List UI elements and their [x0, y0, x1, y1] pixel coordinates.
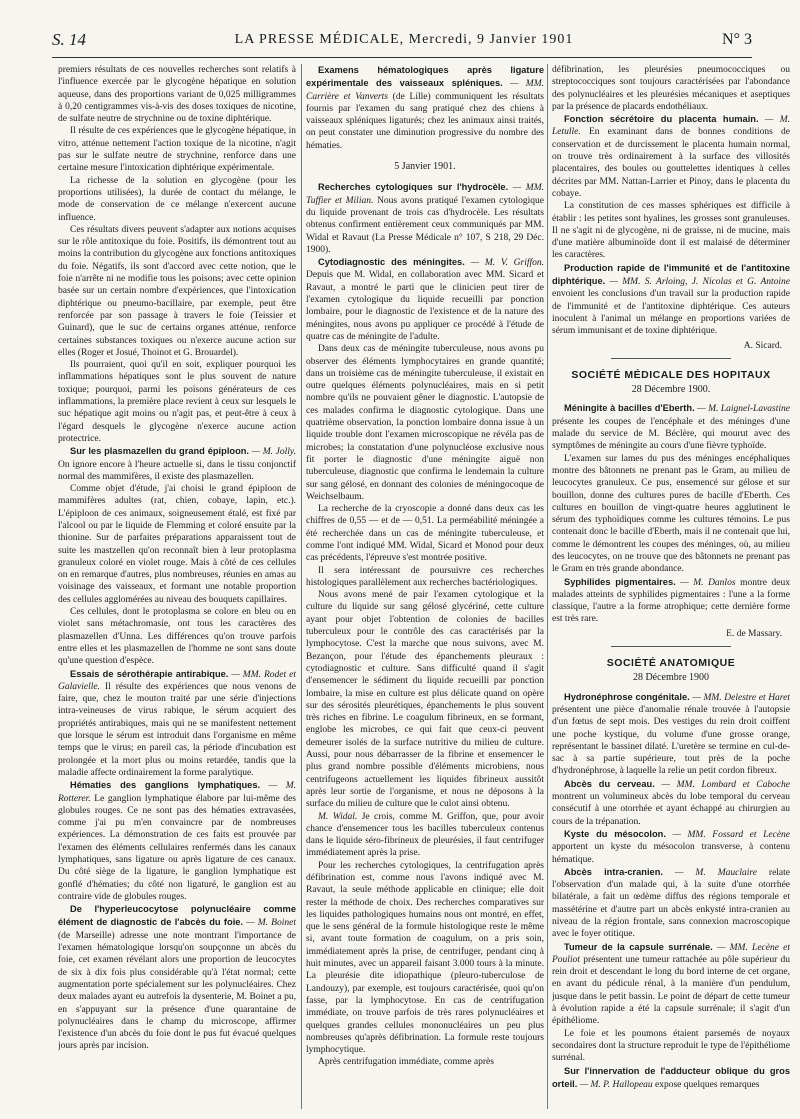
article-text: Il résulte des expériences que nous venons de faire, que, chez le mouton traité par une série d'injections intra-veineuses de virus rabique, le sérum acquiert des propriétés antirabiques, mais qui ne se manifestent nettement que lorsque le sérum est introduit dans l'organisme en même temps que le virus; en pareil cas, la période d'incubation est prolongée et la mort plus ou moins retardée, tandis que la maladie affecte ordinairement la forme paralytique.: [58, 681, 296, 778]
article-text: apportent un kyste du mésocolon transverse, à contenu hématique.: [552, 842, 790, 865]
society-heading: SOCIÉTÉ MÉDICALE DES HOPITAUX: [571, 368, 771, 381]
article-text: montrent un volumineux abcès du lobe temporal du cerveau consécutif à une otorrhée et ayant échappé au chirurgien au cours de la trépanation.: [552, 792, 790, 827]
article-author: — MM. Fossard et Lecène: [672, 829, 790, 840]
article-entry: [306, 811, 544, 860]
article-author: — M. P. Hallopeau: [579, 1079, 653, 1090]
society-date: 28 Décembre 1900: [632, 672, 710, 684]
article-title: Abcès intra-cranien.: [564, 866, 663, 877]
article-title: Hématies des ganglions lymphatiques.: [70, 780, 261, 791]
article-entry: [306, 181, 544, 256]
article-title: Sur l'innervation de l'adducteur oblique du gros orteil.: [552, 1065, 790, 1089]
article-author: — MM. S. Arloing, J. Nicolas et G. Antoine: [609, 277, 790, 288]
paragraph: défibrination, les pleurésies pneumococciques ou streptococciques sont toujours caractérisées par l'abondance des polynucléaires et les pleurésies mécaniques et aseptiques par la présence de placards endothéliaux.: [552, 65, 790, 112]
column-3: [552, 64, 790, 1110]
paragraph: Ces résultats divers peuvent s'adapter aux notions acquises sur le rôle antitoxique du foie. Positifs, ils démontrent tout au moins la contribution du glycogène aux fonctions antitoxiques du foie. Négatifs, ils sont d'accord avec cette notion, que le foie n'arrête ni ne modifie tous les poisons; avec cette opinion basée sur un certain nombre d'expériences, que l'intoxication diphtérique ou pneumo-bacillaire, par exemple, peut être renforcée par son passage à travers le foie (Teissier et Guinard), que le suc de certains organes atténue, renforce certaines substances toxiques ou n'exerce aucune action sur elles (Roger et Josué, Thoinot et G. Brouardel).: [58, 224, 296, 358]
article-author: — M. Jolly.: [251, 447, 296, 458]
article-title: Examens hématologiques après ligature expérimentale des vaisseaux spléniques.: [306, 65, 544, 89]
article-author: — M. Letulle.: [552, 115, 790, 138]
column-divider: [301, 64, 302, 1109]
article-text: (de Lille) communiquent les résultats fournis par l'examen du sang pratiqué chez des chiens à vaisseaux spléniques ligaturés; chez les animaux ainsi traités, on peut constater une diminution progressive du nombre des hématies.: [306, 91, 544, 151]
article-entry: [552, 402, 790, 452]
article-title: Sur les plasmazellen du grand épiploon.: [70, 446, 250, 457]
article-entry: [58, 903, 296, 1053]
issue-number: N° 3: [722, 31, 752, 48]
article-author: — MM. Lombard et Caboche: [661, 779, 790, 790]
section-separator: [611, 646, 731, 647]
article-title: Essais de sérothérapie antirabique.: [70, 668, 229, 679]
paragraph: L'examen sur lames du pus des méninges encéphaliques montre des bâtonnets ne prenant pas le Gram, au milieu de leucocytes granuleux. Ce pus, ensemencé sur gélose et sur bouillon, donne des cultures pures de bacille d'Eberth. Ces cultures en bouillon de vingt-quatre heures agglutinent le sérum des typhoïdiques comme les cultures témoins. Le pus contenait donc le bacille d'Eberth, mais il ne contenait que lui, comme le démontrent les coupes des méninges, où, au milieu des leucocytes, on ne trouve que des bâtonnets ne prenant pas le Gram en très grande abondance.: [552, 453, 790, 575]
article-text: relate l'observation d'un malade qui, à la suite d'une otorrhée bilatérale, a fait un œdème diffus des régions temporale et massétérine et d'autre part un abcès enkysté intra-cranien au niveau de la région frontale, sans connexion macroscopique avec le foyer otitique.: [552, 867, 790, 940]
column-1: [58, 64, 296, 1110]
column-divider: [547, 64, 548, 1109]
article-author: — M. Danlos: [680, 577, 736, 588]
article-title: Recherches cytologiques sur l'hydrocèle.: [318, 182, 509, 193]
article-text: Depuis que M. Widal, en collaboration avec MM. Sicard et Ravaut, a montré le parti que le clinicien peut tirer de l'examen cytologique du liquide recueilli par ponction lombaire, pour le diagnostic de l'existence et de la nature des méningites, nous avons pu appliquer ce procédé à l'étude de quatre cas de méningite de l'adulte.: [306, 270, 544, 342]
article-text: Je crois, comme M. Griffon, que, pour avoir chance d'ensemencer tous les bacilles tuberculeux contenus dans le liquide séro-fibrineux de pleurésies, il faut centrifuger immédiatement après la prise.: [306, 811, 544, 859]
article-entry: [552, 691, 790, 778]
article-author: — MM. Delestre et Haret: [692, 692, 790, 703]
article-text: Le ganglion lymphatique élabore par lui-même des globules rouges. Ce ne sont pas des hématies extravasées, comme j'ai pu m'en convaincre par de nombreuses expériences. La démonstration de ces faits est prouvée par l'examen des éléments cellulaires renfermés dans les canaux lymphatiques, sans ligature ou après ligature de ces canaux. Du côté siège de la ligature, le ganglion lymphatique est gonflé d'hématies; du côté non ligaturé, le ganglion est au contraire vide de globules rouges.: [58, 793, 296, 902]
society-date: 28 Décembre 1900.: [631, 384, 711, 396]
society-heading: SOCIÉTÉ ANATOMIQUE: [606, 657, 736, 670]
article-author: — MM. Tuffier et Milian.: [306, 183, 544, 206]
paragraph: Dans deux cas de méningite tuberculeuse, nous avons pu observer des éléments lymphocytaires en grande quantité; dans un troisième cas de méningite tuberculeuse, il existait en outre quelques éléments polynucléaires, mais en si petit nombre qu'ils ne pouvaient gêner le diagnostic. L'autopsie de ces malades confirma le diagnostic cytologique. Dans une quatrième observation, la ponction lombaire donna issue à un liquide trouble dont l'examen microscopique ne révéla pas de microbes; la constatation d'une polynucléose exclusive nous fit porter le diagnostic d'une méningite aiguë non tuberculeuse, diagnostic que confirma le lendemain la culture sur sang gélosé, en donnant des colonies de méningocoque de Weichselbaum.: [306, 344, 544, 502]
article-entry: [306, 256, 544, 343]
article-author: — M. Mauclaire: [674, 867, 757, 878]
article-text: On ignore encore à l'heure actuelle si, dans le tissu conjonctif normal des mammifères, il existe des plasmazellen.: [58, 459, 296, 482]
page-number: S. 14: [52, 30, 86, 49]
article-author: — MM. Carrière et Vanverts: [306, 79, 544, 102]
article-author: — M. V. Griffon.: [470, 258, 544, 269]
column-2: [306, 64, 544, 1110]
paragraph: Le foie et les poumons étaient parsemés de noyaux secondaires dont la structure reproduit le type de l'épithéliome surrénal.: [552, 1028, 790, 1064]
paragraph: La constitution de ces masses sphériques est difficile à établir : les petites sont hyalines, les grosses sont granuleuses. Il ne s'agit ni de glycogène, ni de graisse, ni de mucine, mais d'une matière albuminoïde dont il est malaisé de déterminer les caractères.: [552, 201, 790, 261]
article-text: envoient les conclusions d'un travail sur la production rapide de l'immunité et de l'antitoxine diphtérique. Ces auteurs inoculent à l'animal un mélange en proportions variées de sérum immunisant et de toxine diphtérique.: [552, 289, 790, 337]
article-entry: [552, 113, 790, 200]
article-entry: [552, 828, 790, 866]
signature: A. Sicard.: [743, 340, 782, 351]
paragraph: Ils pourraient, quoi qu'il en soit, expliquer pourquoi les inflammations hépatiques sont le plus souvent de nature toxique; pourquoi, parmi les poisons générateurs de ces inflammations, la première place revient à ceux sur lesquels le suc hépatique agit moins ou n'agit pas, et peut-être à ceux à l'égard desquels le glycogène n'exerce aucune action protectrice.: [58, 360, 296, 444]
article-title: Production rapide de l'immunité et de l'antitoxine diphtérique.: [552, 262, 790, 287]
article-text: présentent une pièce d'anomalie rénale trouvée à l'autopsie d'un fœtus de sept mois. Des vestiges du rein droit coiffent une poche kystique, du volume d'une grosse orange, représentant le bassinet dilaté. L'uretère se termine en cul-de-sac à sa partie supérieure, tout près de la poche d'hydronéphrose, à laquelle la relie un petit cordon fibreux.: [552, 704, 790, 777]
article-entry: [552, 866, 790, 941]
article-author: — M. Rotterer.: [58, 781, 296, 804]
article-title: De l'hyperleucocytose polynucléaire comme élément de diagnostic de l'abcès du foie.: [58, 904, 296, 928]
article-title: Abcès du cerveau.: [564, 778, 655, 789]
article-entry: [552, 778, 790, 828]
signature: E. de Massary.: [726, 628, 782, 639]
article-author: — MM. Lecène et Pouliot: [552, 942, 790, 965]
article-text: En examinant dans de bonnes conditions de conservation et de durcissement le placenta humain normal, on trouve très ordinairement à la surface des villosités placentaires, des boules ou gouttelettes identiques à celles décrites par MM. Nattan-Larrier et Pinoy, dans le placenta du cobaye.: [552, 127, 790, 199]
article-entry: [306, 64, 544, 152]
paragraph: La recherche de la cryoscopie a donné dans deux cas les chiffres de 0,55 — et de — 0,51. La perméabilité méningée a été recherchée dans un cas de méningite tuberculeuse, et comme l'ont indiqué MM. Widal, Sicard et Monod pour deux cas précédents, l'épreuve s'est montrée positive.: [306, 504, 544, 564]
paragraph: Ces cellules, dont le protoplasma se colore en bleu ou en violet sans métachromasie, ont tous les caractères des plasmazellen d'Unna. Les différences qu'on trouve parfois entre elles et les plasmazellen de l'homme ne sont sans doute qu'une question d'espèce.: [58, 607, 296, 667]
article-entry: [552, 262, 790, 338]
article-entry: [552, 941, 790, 1028]
article-text: présente les coupes de l'encéphale et des méninges d'une malade du service de M. Béclère, qui mourut avec des symptômes de méningite au cours d'une fièvre typhoïde.: [552, 416, 790, 452]
article-entry: [552, 576, 790, 626]
article-title: Fonction sécrétoire du placenta humain.: [564, 114, 759, 125]
paragraph: Nous avons mené de pair l'examen cytologique et la culture du liquide sur sang gélosé glycériné, cette culture ayant pour objet l'obtention de colonies de bacilles tuberculeux pour le contrôle des cas caractérisés par la lymphocytose. C'est la marche que nous suivons, avec M. Bezançon, pour l'étude des épanchements pleuraux : cytodiagnostic et culture. Sans difficulté quand il s'agit d'ensemencer le sédiment du liquide recueilli par ponction lombaire, la mise en culture est plus délicate quand on opère sur des sérosités pleurétiques, épanchements le plus souvent très riches en fibrine. Le coagulum fibrineux, en se formant, englobe les microbes, ce qui fait que ceux-ci peuvent demeurer isolés de la surface nutritive du milieu de culture. Aussi, pour nous débarrasser de la fibrine et ensemencer le plus grand nombre possible d'éléments microbiens, nous centrifugeons actuellement les liquides fibrineux aussitôt après leur sortie de l'organisme, et nous ne déposons à la surface du milieu de culture que le culot ainsi obtenu.: [306, 590, 544, 810]
paragraph: Après centrifugation immédiate, comme après: [318, 1057, 494, 1068]
paragraph: Pour les recherches cytologiques, la centrifugation après défibrination est, comme nous l'avons indiqué avec M. Ravaut, la seule méthode applicable en clinique; elle doit rester la méthode de choix. Des recherches comparatives sur les liquides pathologiques humains nous ont montré, en effet, que le sens général de la formule histologique reste le même si, avant toute formation de coagulum, on a pris soin, immédiatement après la prise, de centrifuger, pendant cinq à huit minutes, avec un appareil faisant 3.000 tours à la minute. La pleurésie dite idiopathique (pleuro-tuberculose de Landouzy), par exemple, est toujours caractérisée, quoi qu'on fasse, par la lymphocytose. En cas de centrifugation immédiate, on trouve parfois de très rares polynucléaires et quelques grandes cellules mononucléaires un peu plus nombreuses qu'après défibrination. La formule reste toujours lymphocytique.: [306, 860, 544, 1056]
article-title: Méningite à bacilles d'Eberth.: [564, 403, 695, 414]
article-author: — M. Laignel-Lavastine: [697, 404, 790, 415]
journal-header: [235, 32, 574, 48]
article-title: Syphilides pigmentaires.: [564, 576, 676, 587]
section-separator: [611, 358, 731, 359]
paragraph: Il sera intéressant de poursuivre ces recherches histologiques parallèlement aux recherches bactériologiques.: [306, 565, 544, 588]
session-date: 5 Janvier 1901.: [394, 161, 456, 173]
article-text: (de Marseille) adresse une note montrant l'importance de l'examen hématologique lorsqu'on soupçonne un abcès du foie, cet examen révélant alors une proportion de leucocytes de six à dix fois plus considérable qu'à l'état normal; cette augmentation porte spécialement sur les polynucléaires. Chez deux malades ayant eu autrefois la dysenterie, M. Boinet a pu, en s'appuyant sur la présence d'une quarantaine de polynucléaires dans le champ du microscope, affirmer l'existence d'un abcès du foie dont le pus fut évacué quelques jours après par incision.: [58, 930, 296, 1052]
article-entry: [58, 668, 296, 780]
page-header: [52, 26, 752, 54]
article-title: Hydronéphrose congénitale.: [564, 691, 690, 702]
article-text: expose quelques remarques: [654, 1079, 760, 1090]
journal-title: LA PRESSE MÉDICALE,: [234, 32, 405, 47]
paragraph: La richesse de la solution en glycogène (pour les proportions utilisées), la durée de contact du mélange, le mode de conservation de ce mélange n'exercent aucune influence.: [58, 175, 296, 223]
article-author: M. Widal.: [318, 811, 358, 822]
paragraph: premiers résultats de ces nouvelles recherches sont relatifs à l'influence exercée par le glycogène hépatique en solution aqueuse, dans des proportions variant de 0,025 milligrammes à 0,20 centigrammes vis-à-vis des doses toxiques de nicotine, de sulfate neutre de strychnine ou de toxine diphtérique.: [58, 65, 296, 125]
article-author: — MM. Rodet et Galavielle.: [58, 669, 296, 692]
paragraph: Il résulte de ces expériences que le glycogène hépatique, in vitro, atténue nettement l'action toxique de la nicotine, n'agit pas sur le sulfate neutre de strychnine, renforce dans une certaine mesure l'intoxication diphtérique expérimentale.: [58, 126, 296, 174]
article-text: présentent une tumeur rattachée au pôle supérieur du rein droit et descendant le long du bord interne de cet organe, en avant du pédicule rénal, à la manière d'un pendulum, jusque dans le petit bassin. Le point de départ de cette tumeur à évolution rapide a été la capsule surrénale; il s'agit d'un épithéliome.: [552, 954, 790, 1027]
article-text: montre deux malades atteints de syphilides pigmentaires : l'une a la forme classique, l'autre a la forme atrophique; cette dernière forme est très rare.: [552, 577, 790, 625]
issue-date: Mercredi, 9 Janvier 1901: [408, 32, 574, 47]
article-title: Tumeur de la capsule surrénale.: [564, 941, 713, 952]
article-entry: [58, 445, 296, 483]
article-author: — M. Boinet: [246, 918, 296, 929]
article-entry: [552, 1065, 790, 1092]
article-text: Nous avons pratiqué l'examen cytologique du liquide provenant de trois cas d'hydrocèle. Les résultats obtenus confirment entièrement ceux communiqués par MM. Widal et Ravaut (La Presse Médicale n° 107, S 218, 29 Déc. 1900).: [306, 195, 544, 255]
paragraph: Comme objet d'étude, j'ai choisi le grand épiploon de mammifères adultes (rat, chien, cobaye, lapin, etc.). L'épiploon de ces animaux, soigneusement étalé, est fixé par l'alcool ou par le liquide de Flemming et coloré ensuite par la thionine. Sur de parfaites préparations apparaissent tout de suite les mastzellen qu'on reconnaît bien à leur protoplasma granuleux coloré en violet rouge. Mais à côté de ces cellules on en remarque d'autres, plus nombreuses, réunies en amas au voisinage des vaisseaux, et formant une notable proportion des cellules agglomérées au niveau des bouquets capillaires.: [58, 484, 296, 605]
article-title: Cytodiagnostic des méningites.: [318, 257, 465, 268]
article-entry: [58, 779, 296, 903]
article-title: Kyste du mésocolon.: [564, 828, 666, 839]
header-rule: [52, 57, 752, 58]
